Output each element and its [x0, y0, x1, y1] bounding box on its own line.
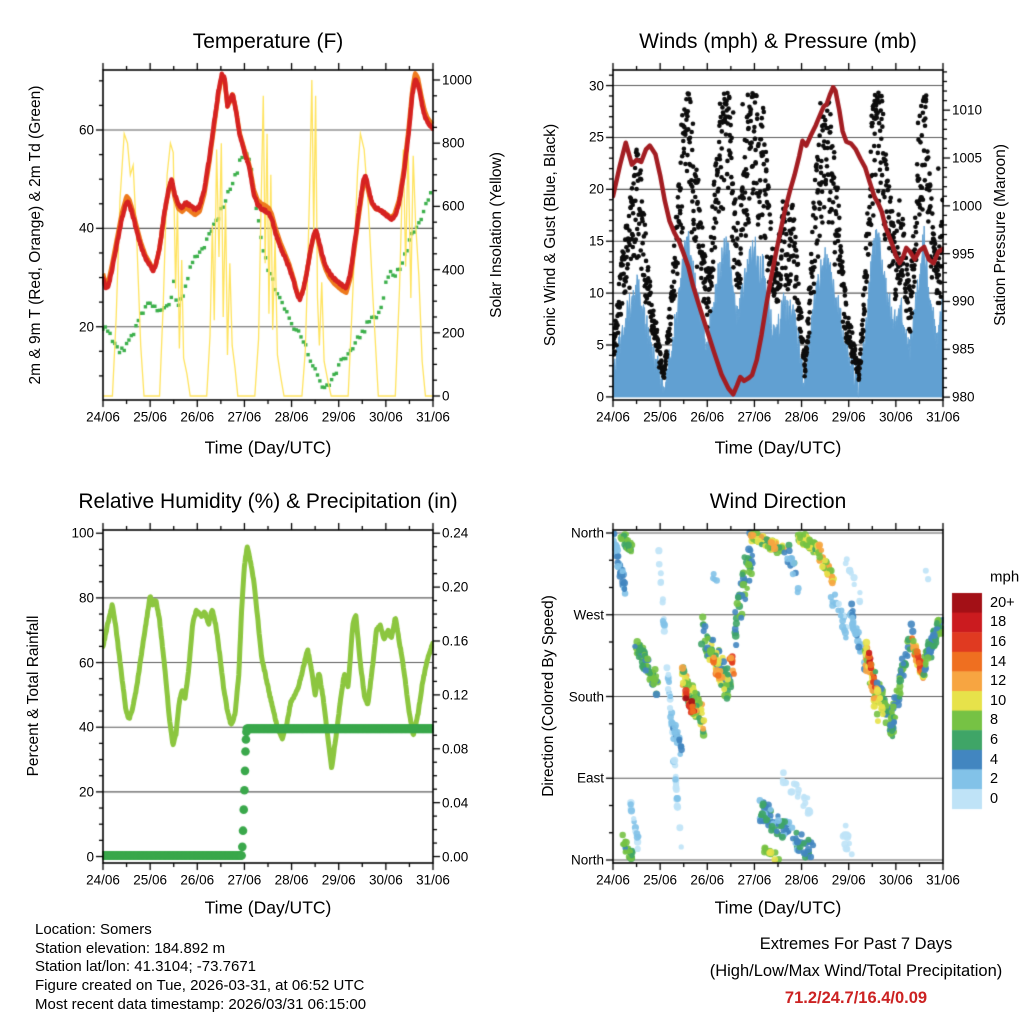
pressure-y-axis-label: Station Pressure (Maroon) — [992, 144, 1009, 326]
x-tick-label: 25/06 — [133, 409, 168, 425]
x-tick-label: 27/06 — [737, 409, 772, 425]
temperature-x-axis-label: Time (Day/UTC) — [204, 437, 332, 458]
y-tick-label: 0.12 — [442, 687, 469, 703]
x-tick-label: 30/06 — [368, 872, 403, 888]
y-tick-label: 1005 — [952, 150, 983, 166]
y-tick-label: 0 — [596, 389, 604, 405]
temperature-y-axis-label: 2m & 9m T (Red, Orange) & 2m Td (Green) — [27, 85, 44, 385]
latlon-line: Station lat/lon: 41.3104; -73.7671 — [35, 958, 257, 976]
y-tick-label: 400 — [442, 262, 465, 278]
humidity-x-axis-label: Time (Day/UTC) — [204, 897, 332, 918]
y-tick-label: 800 — [442, 135, 465, 151]
y-tick-label: West — [573, 607, 604, 623]
colorbar-tick-label: 16 — [990, 634, 1007, 650]
x-tick-label: 28/06 — [274, 409, 309, 425]
x-tick-label: 27/06 — [227, 409, 262, 425]
y-tick-label: 1000 — [952, 198, 983, 214]
x-tick-label: 31/06 — [416, 872, 450, 888]
y-tick-label: 25 — [588, 129, 604, 145]
winds-x-axis-label: Time (Day/UTC) — [714, 437, 842, 458]
colorbar-tick-label: 6 — [990, 732, 999, 748]
winds-pressure-chart-title: Winds (mph) & Pressure (mb) — [639, 30, 917, 53]
colorbar-tick-label: 14 — [990, 653, 1007, 670]
y-tick-label: 600 — [442, 198, 465, 214]
extremes-title: Extremes For Past 7 Days — [759, 935, 953, 953]
x-tick-label: 25/06 — [643, 409, 678, 425]
y-tick-label: 60 — [78, 122, 94, 138]
x-tick-label: 24/06 — [86, 409, 120, 425]
y-tick-label: 0.04 — [442, 795, 469, 811]
colorbar-tick-label: 4 — [990, 751, 999, 768]
x-tick-label: 24/06 — [596, 409, 630, 425]
extremes-summary — [640, 931, 1024, 1012]
extremes-values: 71.2/24.7/16.4/0.09 — [784, 989, 928, 1007]
y-tick-label: 30 — [588, 78, 604, 94]
x-tick-label: 26/06 — [690, 409, 725, 425]
colorbar-tick-label: 20+ — [990, 594, 1015, 611]
colorbar-tick-label: 8 — [990, 712, 999, 729]
colorbar-tick-label: 10 — [990, 692, 1007, 709]
y-tick-label: 0.24 — [442, 525, 469, 541]
y-tick-label: 100 — [71, 525, 94, 541]
y-tick-label: 0 — [442, 388, 450, 404]
colorbar-tick-label: 18 — [990, 614, 1007, 631]
x-tick-label: 25/06 — [643, 872, 678, 888]
x-tick-label: 28/06 — [274, 872, 309, 888]
colorbar-title: mph — [990, 568, 1020, 586]
x-tick-label: 29/06 — [831, 872, 866, 888]
humidity-y-axis-label: Percent & Total Rainfall — [25, 615, 42, 777]
x-tick-label: 31/06 — [416, 409, 450, 425]
wind-gust-y-axis-label: Sonic Wind & Gust (Blue, Black) — [542, 123, 559, 347]
x-tick-label: 27/06 — [227, 872, 262, 888]
x-tick-label: 30/06 — [878, 872, 913, 888]
x-tick-label: 26/06 — [690, 872, 725, 888]
y-tick-label: 995 — [952, 246, 975, 262]
x-tick-label: 31/06 — [926, 872, 960, 888]
y-tick-label: 15 — [588, 233, 604, 249]
x-tick-label: 24/06 — [596, 872, 630, 888]
x-tick-label: 28/06 — [784, 872, 819, 888]
x-tick-label: 30/06 — [878, 409, 913, 425]
elevation-line: Station elevation: 184.892 m — [35, 939, 226, 957]
wind-direction-x-axis-label: Time (Day/UTC) — [714, 897, 842, 918]
location-line: Location: Somers — [35, 921, 152, 938]
y-tick-label: 0.08 — [442, 741, 469, 757]
y-tick-label: 10 — [588, 285, 604, 301]
y-tick-label: 990 — [952, 293, 975, 309]
y-tick-label: North — [570, 852, 604, 868]
x-tick-label: 24/06 — [86, 872, 120, 888]
y-tick-label: 80 — [78, 590, 94, 606]
humidity-precip-chart-title: Relative Humidity (%) & Precipitation (in) — [78, 490, 458, 513]
created-line: Figure created on Tue, 2026-03-31, at 06:52 UTC — [35, 977, 365, 995]
y-tick-label: 0 — [86, 849, 94, 865]
y-tick-label: 1010 — [952, 102, 983, 118]
colorbar-tick-label: 12 — [990, 673, 1007, 690]
x-tick-label: 29/06 — [831, 409, 866, 425]
y-tick-label: 5 — [596, 337, 604, 353]
x-tick-label: 26/06 — [180, 409, 215, 425]
x-tick-label: 28/06 — [784, 409, 819, 425]
y-tick-label: South — [568, 689, 604, 704]
direction-y-axis-label: Direction (Colored By Speed) — [540, 595, 557, 797]
y-tick-label: 1000 — [442, 72, 473, 88]
y-tick-label: 200 — [442, 325, 465, 341]
y-tick-label: 0.00 — [442, 849, 469, 865]
colorbar-tick-label: 0 — [990, 790, 999, 807]
wind-direction-chart-title: Wind Direction — [709, 490, 847, 513]
y-tick-label: 60 — [78, 655, 94, 671]
y-tick-label: 40 — [78, 220, 94, 236]
colorbar-tick-label: 2 — [990, 771, 999, 788]
solar-y-axis-label: Solar Insolation (Yellow) — [488, 152, 505, 318]
station-metadata — [35, 921, 366, 1015]
y-tick-label: East — [576, 770, 604, 786]
y-tick-label: 985 — [952, 341, 975, 357]
timestamp-line: Most recent data timestamp: 2026/03/31 06:15:00 — [35, 995, 367, 1013]
x-tick-label: 25/06 — [133, 872, 168, 888]
x-tick-label: 30/06 — [368, 409, 403, 425]
x-tick-label: 27/06 — [737, 872, 772, 888]
x-tick-label: 31/06 — [926, 409, 960, 425]
y-tick-label: 20 — [78, 784, 94, 800]
extremes-subtitle: (High/Low/Max Wind/Total Precipitation) — [709, 962, 1003, 980]
y-tick-label: 0.20 — [442, 579, 469, 595]
x-tick-label: 29/06 — [321, 872, 356, 888]
x-tick-label: 26/06 — [180, 872, 215, 888]
y-tick-label: North — [570, 525, 604, 541]
y-tick-label: 40 — [78, 719, 94, 735]
temperature-chart-title: Temperature (F) — [192, 30, 344, 53]
y-tick-label: 980 — [952, 389, 975, 405]
y-tick-label: 20 — [588, 181, 604, 197]
y-tick-label: 20 — [78, 319, 94, 335]
y-tick-label: 0.16 — [442, 633, 469, 649]
x-tick-label: 29/06 — [321, 409, 356, 425]
